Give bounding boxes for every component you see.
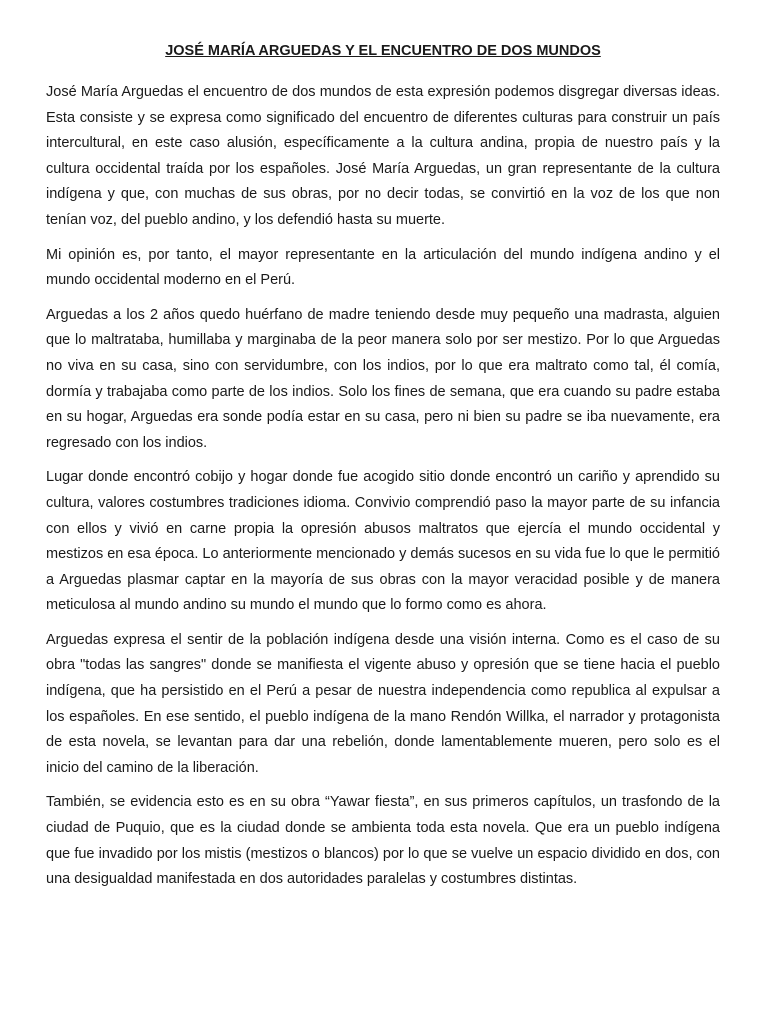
paragraph-refuge: Lugar donde encontró cobijo y hogar donde fue acogido sitio donde encontró un cariño y aprendido su cultura, valores costumbres tradiciones idioma. Convivio comprendió paso la mayor parte de su infancia con ellos y vivió en carne propia la opresión abusos maltratos que ejercía el mundo occidental y mestizos en esa época. Lo anteriormente mencionado y demás sucesos en su vida fue lo que le permitió a Arguedas plasmar captar en la mayoría de sus obras con la mayor veracidad posible y de manera meticulosa al mundo andino su mundo el mundo que lo formo como es ahora. xyxy=(46,469,720,614)
paragraph-todas-las-sangres: Arguedas expresa el sentir de la población indígena desde una visión interna. Como es el caso de su obra "todas las sangres" donde se manifiesta el vigente abuso y opresión que se tiene hacia el pueblo indígena, que ha persistido en el Perú a pesar de nuestra independencia como republica al expulsar a los españoles. En ese sentido, el pueblo indígena de la mano Rendón Willka, el narrador y protagonista de esta novela, se levantan para dar una rebelión, donde lamentablemente mueren, pero solo es el inicio del camino de la liberación. xyxy=(46,631,720,776)
paragraph-yawar-fiesta: También, se evidencia esto es en su obra “Yawar fiesta”, en sus primeros capítulos, un trasfondo de la ciudad de Puquio, que es la ciudad donde se ambienta toda esta novela. Que era un pueblo indígena que fue invadido por los mistis (mestizos o blancos) por lo que se vuelve un espacio dividido en dos, con una desigualdad manifestada en dos autoridades paralelas y costumbres distintas. xyxy=(46,794,720,888)
paragraph-intro: José María Arguedas el encuentro de dos mundos de esta expresión podemos disgregar diversas ideas. Esta consiste y se expresa como significado del encuentro de diferentes culturas para construir un país intercultural, en este caso alusión, específicamente a la cultura andina, propia de nuestro país y la cultura occidental traída por los españoles. José María Arguedas, un gran representante de la cultura indígena y que, con muchas de sus obras, por no decir todas, se convirtió en la voz de los que non tenían voz, del pueblo andino, y los defendió hasta su muerte. xyxy=(46,84,720,228)
document-page xyxy=(46,36,720,902)
paragraph-childhood: Arguedas a los 2 años quedo huérfano de madre teniendo desde muy pequeño una madrasta, alguien que lo maltrataba, humillaba y marginaba de la peor manera solo por ser mestizo. Por lo que Arguedas no viva en su casa, sino con servidumbre, con los indios, por lo que era maltrato como tal, él comía, dormía y trabajaba como parte de los indios. Solo los fines de semana, que era cuando su padre estaba en su hogar, Arguedas era sonde podía estar en su casa, pero ni bien su padre se iba nuevamente, era regresado con los indios. xyxy=(46,306,720,451)
paragraph-opinion: Mi opinión es, por tanto, el mayor representante en la articulación del mundo indígena andino y el mundo occidental moderno en el Perú. xyxy=(46,246,720,289)
document-title: JOSÉ MARÍA ARGUEDAS Y EL ENCUENTRO DE DOS MUNDOS xyxy=(165,43,601,59)
